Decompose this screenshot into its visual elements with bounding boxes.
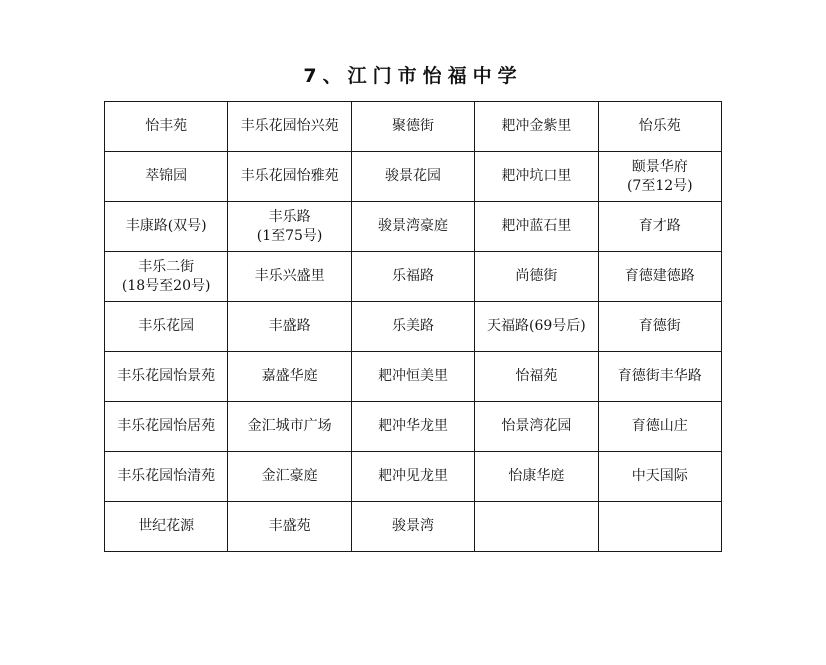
table-row — [105, 252, 722, 302]
cell-text-line: 中天国际 — [631, 468, 688, 484]
cell-text-line: 怡景湾花园 — [501, 418, 572, 434]
table-cell — [228, 102, 351, 152]
cell-text-line: 骏景湾豪庭 — [377, 218, 448, 234]
cell-text-line: 丰乐二街 — [138, 258, 195, 275]
cell-text-line: 丰乐花园怡清苑 — [117, 468, 216, 484]
cell-text-line: 金汇城市广场 — [247, 418, 332, 434]
cell-text-line: 嘉盛华庭 — [261, 368, 318, 384]
table-cell — [598, 302, 721, 352]
cell-text-line: 怡康华庭 — [508, 468, 565, 484]
cell-text-line: 丰乐花园 — [138, 318, 195, 334]
table-cell — [598, 352, 721, 402]
cell-text-line: 丰乐兴盛里 — [254, 268, 325, 284]
table-cell — [351, 352, 474, 402]
table-cell — [228, 452, 351, 502]
table-cell — [351, 502, 474, 552]
cell-text-line: 育才路 — [638, 218, 681, 234]
cell-text-line: 耙冲恒美里 — [377, 368, 448, 384]
table-cell — [228, 252, 351, 302]
table-row — [105, 352, 722, 402]
cell-text-line: 丰乐花园怡居苑 — [117, 418, 216, 434]
table-cell — [598, 252, 721, 302]
address-table-body — [105, 102, 722, 552]
table-cell — [105, 152, 228, 202]
cell-text-line: 丰盛路 — [268, 318, 311, 334]
cell-text-line: (1至75号) — [256, 227, 323, 244]
cell-text-line: 丰乐花园怡景苑 — [117, 368, 216, 384]
cell-text-line: 丰盛苑 — [268, 518, 311, 534]
table-cell — [105, 102, 228, 152]
table-cell — [351, 452, 474, 502]
table-cell — [475, 102, 598, 152]
table-cell — [475, 152, 598, 202]
table-cell — [351, 402, 474, 452]
table-row — [105, 152, 722, 202]
cell-text-line: 聚德街 — [391, 118, 434, 134]
cell-text-line: (7至12号) — [626, 177, 693, 194]
table-cell — [228, 202, 351, 252]
table-cell — [228, 352, 351, 402]
table-cell — [351, 202, 474, 252]
empty-table-cell — [598, 502, 721, 552]
table-row — [105, 202, 722, 252]
cell-text-line: 丰乐花园怡兴苑 — [240, 118, 339, 134]
table-cell — [351, 152, 474, 202]
table-cell — [475, 352, 598, 402]
table-row — [105, 402, 722, 452]
cell-text-line: 育德街 — [638, 318, 681, 334]
cell-text-line: 萃锦园 — [145, 168, 188, 184]
table-cell — [105, 402, 228, 452]
cell-text-line: 颐景华府 — [631, 158, 688, 175]
table-cell — [105, 302, 228, 352]
table-cell — [598, 152, 721, 202]
table-cell — [105, 502, 228, 552]
table-cell — [598, 202, 721, 252]
cell-text-line: 耙冲坑口里 — [501, 168, 572, 184]
cell-text-line: 怡乐苑 — [638, 118, 681, 134]
cell-text-line: 丰康路(双号) — [125, 218, 207, 234]
cell-text-line: 骏景花园 — [384, 168, 441, 184]
table-cell — [228, 502, 351, 552]
table-row — [105, 502, 722, 552]
table-cell — [475, 202, 598, 252]
table-cell — [228, 302, 351, 352]
table-cell — [105, 252, 228, 302]
table-cell — [351, 302, 474, 352]
table-cell — [475, 402, 598, 452]
cell-text-line: 怡福苑 — [515, 368, 558, 384]
cell-text-line: 耙冲蓝石里 — [501, 218, 572, 234]
cell-text-line: 育德建德路 — [624, 268, 695, 284]
cell-text-line: 育德街丰华路 — [617, 368, 702, 384]
table-row — [105, 102, 722, 152]
table-cell — [598, 102, 721, 152]
cell-text-line: 丰乐花园怡雅苑 — [240, 168, 339, 184]
table-cell — [475, 252, 598, 302]
cell-text-line: 金汇豪庭 — [261, 468, 318, 484]
table-cell — [105, 352, 228, 402]
cell-text-line: (18号至20号) — [121, 277, 211, 294]
cell-text-line: 耙冲华龙里 — [377, 418, 448, 434]
cell-text-line: 骏景湾 — [391, 518, 434, 534]
cell-text-line: 育德山庄 — [631, 418, 688, 434]
address-table — [104, 101, 722, 552]
table-cell — [598, 452, 721, 502]
cell-text-line: 耙冲金紫里 — [501, 118, 572, 134]
table-cell — [598, 402, 721, 452]
cell-text-line: 乐福路 — [391, 268, 434, 284]
table-cell — [351, 252, 474, 302]
table-row — [105, 302, 722, 352]
cell-text-line: 天福路(69号后) — [486, 318, 586, 334]
cell-text-line: 乐美路 — [391, 318, 434, 334]
empty-table-cell — [475, 502, 598, 552]
table-cell — [105, 452, 228, 502]
cell-text-line: 怡丰苑 — [145, 118, 188, 134]
table-cell — [228, 152, 351, 202]
cell-text-line: 尚德街 — [515, 268, 558, 284]
table-row — [105, 452, 722, 502]
table-cell — [475, 302, 598, 352]
table-cell — [475, 452, 598, 502]
table-cell — [228, 402, 351, 452]
cell-text-line: 耙冲见龙里 — [377, 468, 448, 484]
cell-text-line: 丰乐路 — [268, 208, 311, 225]
table-cell — [105, 202, 228, 252]
document-title: 7、江门市怡福中学 — [303, 65, 523, 87]
table-cell — [351, 102, 474, 152]
cell-text-line: 世纪花源 — [138, 518, 195, 534]
